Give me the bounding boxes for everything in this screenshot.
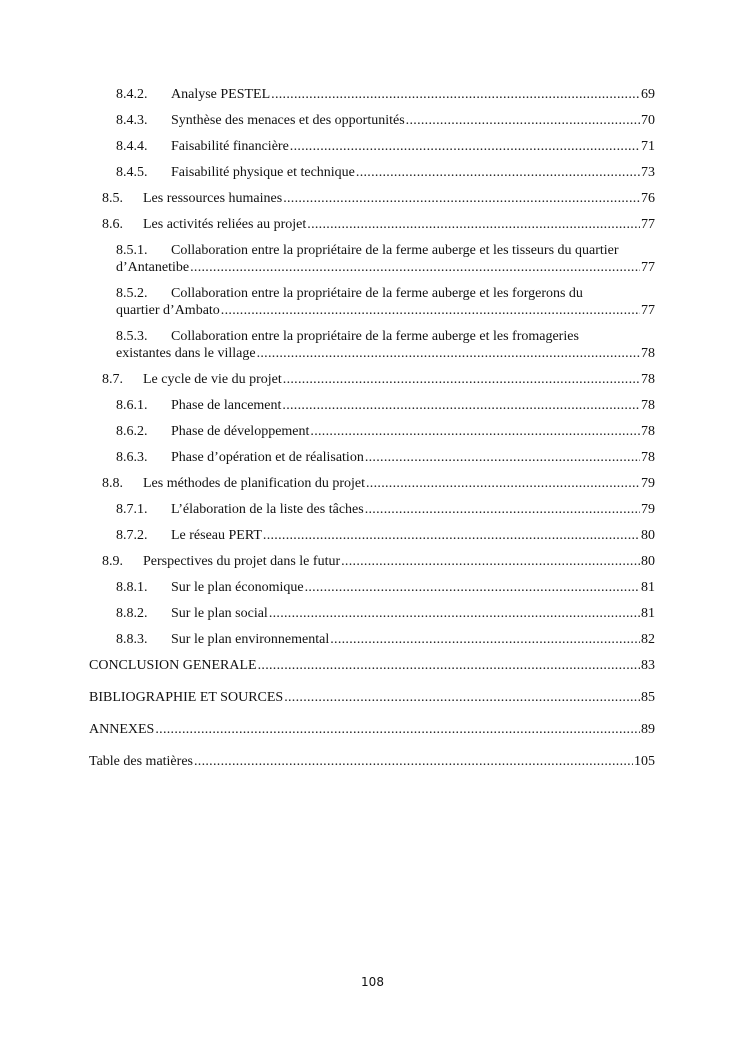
- toc-number: 8.6.1.: [116, 398, 148, 413]
- toc-leader: [282, 397, 640, 414]
- toc-page: 78: [641, 398, 655, 413]
- toc-entry-conclusion[interactable]: [89, 657, 655, 674]
- toc-page: 78: [641, 450, 655, 465]
- toc-page: 79: [641, 476, 655, 491]
- toc-number: 8.6.3.: [116, 450, 148, 465]
- toc-page: 79: [641, 502, 655, 517]
- toc-entry[interactable]: [89, 164, 655, 181]
- toc-entry[interactable]: [89, 423, 655, 440]
- toc-number: 8.6.2.: [116, 424, 148, 439]
- toc-title: Phase de développement: [171, 424, 310, 439]
- toc-entry[interactable]: [89, 501, 655, 518]
- toc-page: 81: [641, 606, 655, 621]
- toc-number: 8.6.: [102, 217, 123, 232]
- toc-title: BIBLIOGRAPHIE ET SOURCES: [89, 690, 284, 705]
- toc-entry[interactable]: [89, 328, 655, 362]
- toc-page: 78: [641, 424, 655, 439]
- toc-title: Phase d’opération et de réalisation: [171, 450, 364, 465]
- toc-number: 8.4.5.: [116, 165, 148, 180]
- toc-number: 8.4.3.: [116, 113, 148, 128]
- toc-page: 78: [641, 372, 655, 387]
- toc-leader: [194, 753, 633, 770]
- toc-page: 85: [641, 690, 655, 705]
- table-of-contents: [89, 86, 655, 785]
- toc-title: CONCLUSION GENERALE: [89, 658, 257, 673]
- toc-leader: [258, 657, 640, 674]
- toc-leader: [283, 371, 640, 388]
- toc-entry-annexes[interactable]: [89, 721, 655, 738]
- toc-number: 8.7.1.: [116, 502, 148, 517]
- toc-page: 73: [641, 165, 655, 180]
- toc-number: 8.5.1.: [116, 243, 148, 258]
- toc-title: Les ressources humaines: [143, 191, 283, 206]
- toc-title: Faisabilité physique et technique: [171, 165, 355, 180]
- toc-number: 8.5.3.: [116, 329, 148, 344]
- toc-number: 8.8.: [102, 476, 123, 491]
- toc-leader: [341, 553, 640, 570]
- toc-page: 80: [641, 528, 655, 543]
- toc-entry[interactable]: [89, 449, 655, 466]
- toc-title: Synthèse des menaces et des opportunités: [171, 113, 405, 128]
- toc-page: 81: [641, 580, 655, 595]
- toc-title: Perspectives du projet dans le futur: [143, 554, 341, 569]
- toc-title: Faisabilité financière: [171, 139, 289, 154]
- toc-entry[interactable]: [89, 553, 655, 570]
- toc-leader: [305, 579, 640, 596]
- toc-entry[interactable]: [89, 397, 655, 414]
- toc-entry[interactable]: [89, 216, 655, 233]
- toc-page: 89: [641, 722, 655, 737]
- toc-page: 77: [641, 217, 655, 232]
- toc-leader: [269, 605, 640, 622]
- toc-page: 69: [641, 87, 655, 102]
- toc-entry[interactable]: [89, 190, 655, 207]
- toc-title: Les activités reliées au projet: [143, 217, 307, 232]
- toc-number: 8.7.: [102, 372, 123, 387]
- toc-leader: [190, 259, 640, 276]
- toc-entry[interactable]: [89, 475, 655, 492]
- toc-title: Sur le plan économique: [171, 580, 304, 595]
- toc-entry[interactable]: [89, 86, 655, 103]
- toc-number: 8.4.2.: [116, 87, 148, 102]
- toc-leader: [284, 689, 640, 706]
- toc-leader: [365, 449, 640, 466]
- toc-entry[interactable]: [89, 371, 655, 388]
- toc-entry[interactable]: [89, 527, 655, 544]
- toc-leader: [263, 527, 640, 544]
- toc-leader: [257, 345, 640, 362]
- toc-number: 8.5.2.: [116, 286, 148, 301]
- toc-title: Collaboration entre la propriétaire de la ferme auberge et les tisseurs du quartier: [171, 243, 619, 258]
- toc-entry[interactable]: [89, 112, 655, 129]
- toc-entry[interactable]: [89, 631, 655, 648]
- toc-number: 8.8.2.: [116, 606, 148, 621]
- toc-entry-table-of-contents[interactable]: [89, 753, 655, 770]
- toc-title-continued: existantes dans le village: [116, 346, 256, 361]
- toc-number: 8.8.3.: [116, 632, 148, 647]
- toc-leader: [290, 138, 640, 155]
- toc-number: 8.7.2.: [116, 528, 148, 543]
- toc-title: Analyse PESTEL: [171, 87, 271, 102]
- toc-entry[interactable]: [89, 605, 655, 622]
- toc-title-continued: d’Antanetibe: [116, 260, 190, 275]
- toc-page: 83: [641, 658, 655, 673]
- toc-title: Le réseau PERT: [171, 528, 262, 543]
- toc-leader: [283, 190, 640, 207]
- toc-title: Sur le plan environnemental: [171, 632, 330, 647]
- toc-leader: [365, 501, 640, 518]
- toc-page: 80: [641, 554, 655, 569]
- toc-leader: [366, 475, 640, 492]
- toc-page: 82: [641, 632, 655, 647]
- toc-title: ANNEXES: [89, 722, 155, 737]
- toc-leader: [330, 631, 640, 648]
- toc-leader: [221, 302, 640, 319]
- toc-title-continued: quartier d’Ambato: [116, 303, 220, 318]
- toc-entry[interactable]: [89, 579, 655, 596]
- toc-leader: [406, 112, 640, 129]
- toc-page: 70: [641, 113, 655, 128]
- toc-page: 77: [641, 303, 655, 318]
- toc-page: 76: [641, 191, 655, 206]
- toc-number: 8.5.: [102, 191, 123, 206]
- toc-entry[interactable]: [89, 285, 655, 319]
- toc-leader: [155, 721, 640, 738]
- toc-title: Les méthodes de planification du projet: [143, 476, 365, 491]
- page-number: 108: [361, 975, 384, 989]
- toc-title: Collaboration entre la propriétaire de la ferme auberge et les fromageries: [171, 329, 579, 344]
- toc-entry[interactable]: [89, 138, 655, 155]
- toc-title: L’élaboration de la liste des tâches: [171, 502, 364, 517]
- toc-page: 77: [641, 260, 655, 275]
- toc-leader: [307, 216, 640, 233]
- toc-title: Phase de lancement: [171, 398, 282, 413]
- toc-number: 8.4.4.: [116, 139, 148, 154]
- toc-entry[interactable]: [89, 242, 655, 276]
- toc-number: 8.9.: [102, 554, 123, 569]
- toc-title: Sur le plan social: [171, 606, 268, 621]
- toc-title: Le cycle de vie du projet: [143, 372, 282, 387]
- toc-leader: [310, 423, 640, 440]
- toc-title: Collaboration entre la propriétaire de la ferme auberge et les forgerons du: [171, 286, 583, 301]
- toc-page: 71: [641, 139, 655, 154]
- toc-page: 78: [641, 346, 655, 361]
- toc-leader: [271, 86, 640, 103]
- toc-title: Table des matières: [89, 754, 193, 769]
- toc-page: 105: [634, 754, 655, 769]
- toc-leader: [356, 164, 640, 181]
- toc-entry-bibliography[interactable]: [89, 689, 655, 706]
- toc-number: 8.8.1.: [116, 580, 148, 595]
